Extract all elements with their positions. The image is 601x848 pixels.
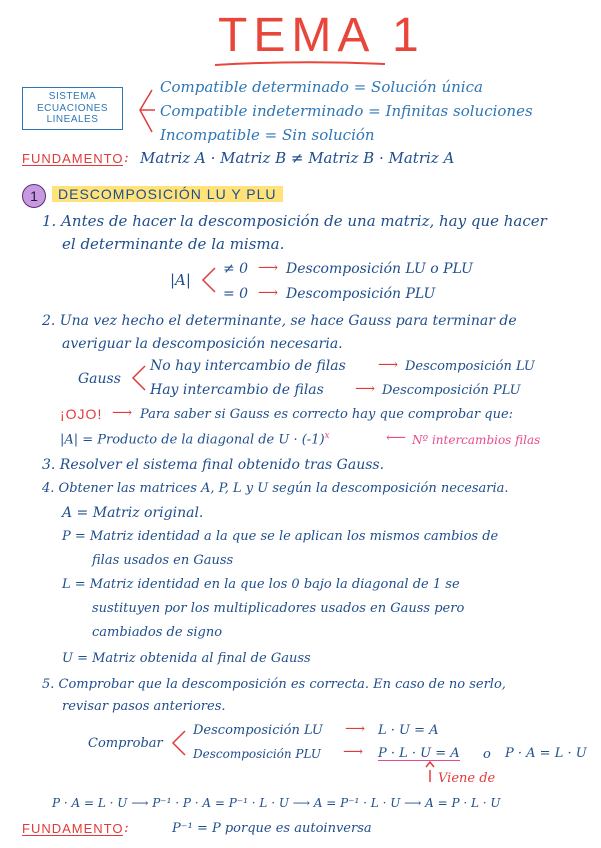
det-branch1-arrow: ⟶ (258, 260, 279, 276)
step2-line1: 2. Una vez hecho el determinante, se hace Gauss para terminar de (42, 313, 517, 329)
fundamento2-sep: : (124, 820, 129, 836)
classification-item-1: Compatible determinado = Solución única (160, 78, 483, 96)
step5-line1: 5. Comprobar que la descomposición es correcta. En caso de no serlo, (42, 677, 506, 692)
or-word: o (483, 747, 491, 762)
step3-line: 3. Resolver el sistema final obtenido tras Gauss. (42, 457, 385, 473)
comprobar-label: Comprobar (88, 736, 163, 751)
classification-item-3: Incompatible = Sin solución (160, 126, 375, 144)
l-definition-2: sustituyen por los multiplicadores usados en Gauss pero (92, 601, 465, 616)
fundamento-text: Matriz A · Matriz B ≠ Matriz B · Matriz A (140, 149, 455, 167)
gauss-brace (133, 366, 145, 390)
section-heading: DESCOMPOSICIÓN LU Y PLU (52, 186, 283, 202)
comprobar-branch1: Descomposición LU (193, 723, 323, 738)
step4-line: 4. Obtener las matrices A, P, L y U según la descomposición necesaria. (42, 481, 509, 496)
gauss-branch1-result: Descomposición LU (405, 359, 535, 374)
det-branch1-cond: ≠ 0 (223, 261, 249, 277)
p-definition-1: P = Matriz identidad a la que se le aplican los mismos cambios de (62, 529, 499, 544)
step1-line2: el determinante de la misma. (62, 235, 285, 253)
classification-box (22, 87, 123, 130)
box-line-1: SISTEMA (48, 91, 97, 102)
step2-line2: averiguar la descomposición necesaria. (62, 336, 343, 352)
l-definition-3: cambiados de signo (92, 625, 223, 640)
gauss-branch2-result: Descomposición PLU (382, 383, 521, 398)
comprobar-brace (173, 731, 185, 755)
fundamento2-text: P⁻¹ = P porque es autoinversa (172, 821, 372, 836)
formula-note-arrow: ⟵ (386, 430, 407, 446)
det-label: |A| (170, 271, 191, 289)
gauss-branch2-arrow: ⟶ (355, 381, 376, 397)
ojo-text: Para saber si Gauss es correcto hay que comprobar que: (140, 407, 514, 422)
det-branch2-result: Descomposición PLU (286, 286, 436, 302)
step5-line2: revisar pasos anteriores. (62, 699, 226, 714)
det-brace (203, 268, 215, 292)
box-line-3: LINEALES (46, 114, 99, 125)
gauss-branch1-cond: No hay intercambio de filas (150, 358, 346, 374)
u-definition: U = Matriz obtenida al final de Gauss (62, 651, 311, 666)
gauss-branch2-cond: Hay intercambio de filas (150, 382, 324, 398)
classification-item-2: Compatible indeterminado = Infinitas soluciones (160, 102, 533, 120)
det-formula (60, 432, 330, 446)
gauss-branch1-arrow: ⟶ (378, 357, 399, 373)
comprobar-branch2-arrow: ⟶ (343, 744, 364, 760)
ojo-label: ¡OJO! (60, 406, 103, 422)
det-formula-exponent: x (324, 431, 330, 441)
formula-note: Nº intercambios filas (412, 433, 541, 447)
gauss-label: Gauss (78, 371, 121, 387)
l-definition-1: L = Matriz identidad en la que los 0 bajo la diagonal de 1 se (62, 577, 460, 592)
step1-line1: 1. Antes de hacer la descomposición de una matriz, hay que hacer (42, 212, 547, 230)
a-definition: A = Matriz original. (62, 505, 204, 521)
ojo-arrow: ⟶ (112, 405, 133, 421)
comprobar-branch2: Descomposición PLU (193, 747, 321, 761)
comprobar-branch2-result: P · L · U = A (378, 746, 460, 761)
viene-de-arrowhead (426, 762, 434, 767)
viene-de: Viene de (438, 771, 496, 786)
fundamento-label: FUNDAMENTO (22, 151, 124, 166)
box-line-2: ECUACIONES (36, 102, 109, 114)
det-branch2-cond: = 0 (223, 286, 249, 302)
comprobar-branch1-arrow: ⟶ (345, 721, 366, 737)
det-branch1-result: Descomposición LU o PLU (286, 261, 473, 277)
fundamento2-label: FUNDAMENTO (22, 821, 124, 836)
comprobar-branch1-result: L · U = A (378, 723, 439, 738)
classification-brace (140, 90, 152, 132)
fundamento-sep: : (124, 150, 129, 166)
det-branch2-arrow: ⟶ (258, 285, 279, 301)
det-formula-text: |A| = Producto de la diagonal de U · (-1) (60, 432, 325, 448)
section-number: 1 (22, 184, 46, 208)
page-title: TEMA 1 (218, 9, 425, 62)
alt-result: P · A = L · U (505, 746, 587, 761)
title-underline (215, 62, 385, 65)
p-definition-2: filas usados en Gauss (92, 553, 234, 568)
derivation: P · A = L · U ⟶ P⁻¹ · P · A = P⁻¹ · L · U ⟶ A = P⁻¹ · L · U ⟶ A = P · L · U (52, 796, 501, 810)
